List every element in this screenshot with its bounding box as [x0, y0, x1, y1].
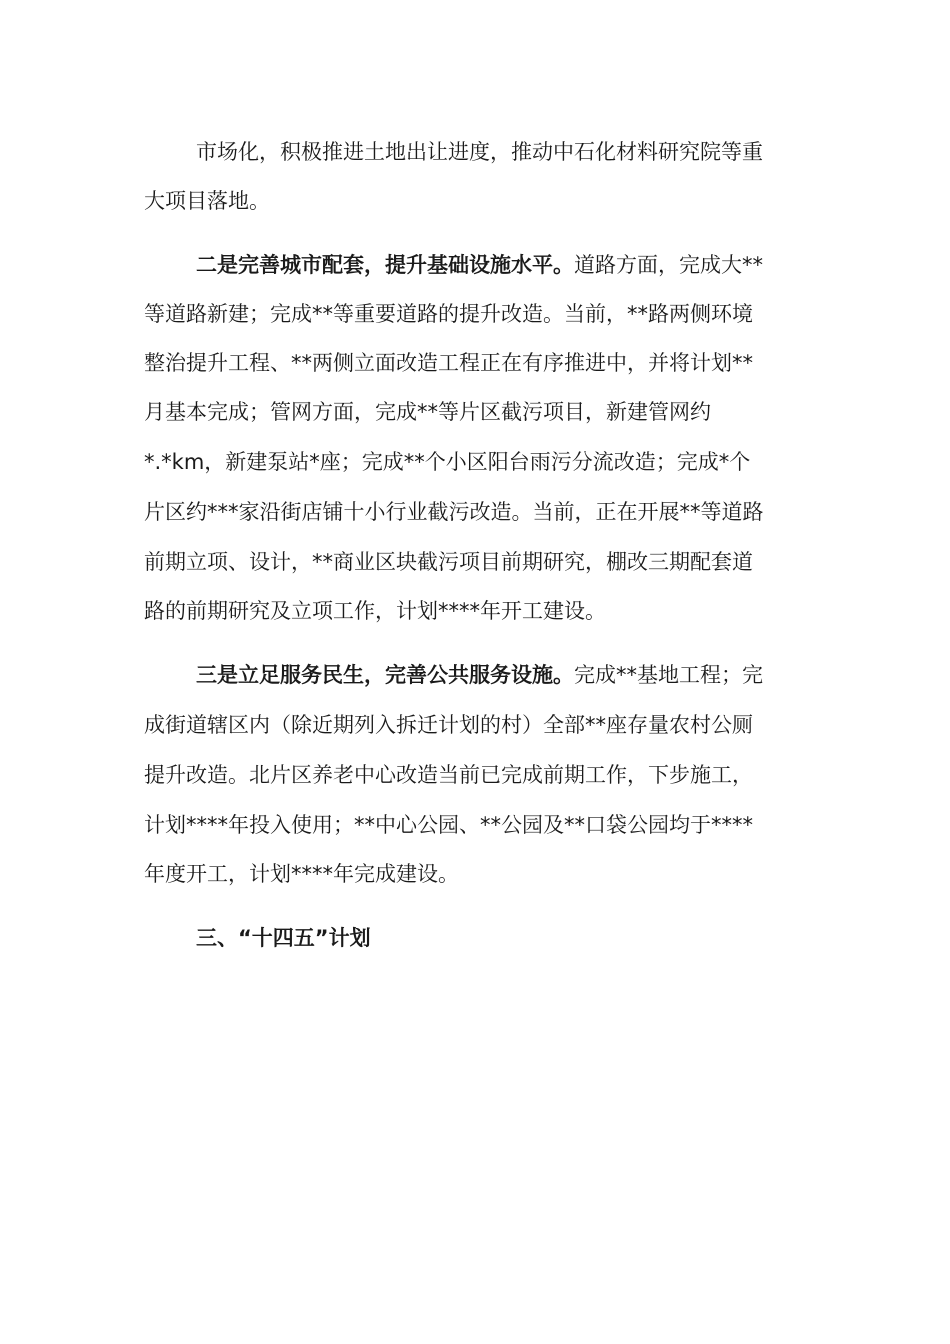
- paragraph-3-line-4: 计划****年投入使用；**中心公园、**公园及**口袋公园均于****: [144, 813, 753, 837]
- paragraph-2-line-7: 前期立项、设计，**商业区块截污项目前期研究，棚改三期配套道: [144, 550, 753, 574]
- paragraph-2-lead: 二是完善城市配套，提升基础设施水平。: [196, 253, 574, 277]
- paragraph-1-line-2: 大项目落地。: [144, 189, 270, 213]
- paragraph-2-line-2: 等道路新建；完成**等重要道路的提升改造。当前，**路两侧环境: [144, 302, 753, 326]
- paragraph-2-first-rest: 道路方面，完成大**: [574, 253, 763, 277]
- paragraph-3-lead: 三是立足服务民生，完善公共服务设施。: [196, 663, 574, 687]
- paragraph-3-line-3: 提升改造。北片区养老中心改造当前已完成前期工作，下步施工，: [144, 763, 753, 787]
- paragraph-2-line-1: [196, 250, 763, 280]
- paragraph-2-line-3: 整治提升工程、**两侧立面改造工程正在有序推进中，并将计划**: [144, 351, 753, 375]
- paragraph-1-line-1: 市场化，积极推进土地出让进度，推动中石化材料研究院等重: [196, 140, 763, 164]
- paragraph-3-line-1: [196, 660, 763, 690]
- paragraph-2-line-6: 片区约***家沿街店铺十小行业截污改造。当前，正在开展**等道路: [144, 500, 764, 524]
- paragraph-2-line-4: 月基本完成；管网方面，完成**等片区截污项目，新建管网约: [144, 400, 711, 424]
- paragraph-2-line-8: 路的前期研究及立项工作，计划****年开工建设。: [144, 599, 606, 623]
- paragraph-3-line-2: 成街道辖区内（除近期列入拆迁计划的村）全部**座存量农村公厕: [144, 713, 753, 737]
- paragraph-3-line-5: 年度开工，计划****年完成建设。: [144, 862, 459, 886]
- paragraph-2-line-5: *.*km，新建泵站*座；完成**个小区阳台雨污分流改造；完成*个: [144, 450, 751, 474]
- section-heading: 三、“十四五”计划: [196, 926, 371, 950]
- paragraph-3-first-rest: 完成**基地工程；完: [574, 663, 763, 687]
